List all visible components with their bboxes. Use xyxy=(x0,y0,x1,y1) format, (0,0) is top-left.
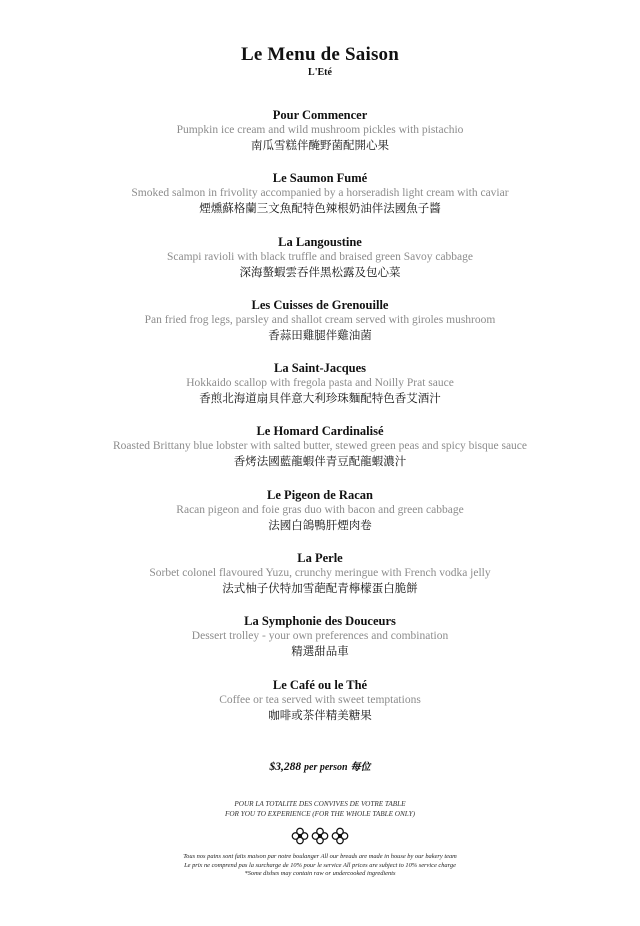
course-description-zh: 精選甜品車 xyxy=(291,644,349,659)
footer-service-charge: Le prix ne comprend pas la surcharge de 10% pour le service All prices are subject to 10% service charge xyxy=(184,861,456,869)
course-description-zh: 香烤法國藍龍蝦伴青豆配龍蝦濃汁 xyxy=(233,454,407,469)
course-item xyxy=(0,108,640,171)
course-description-en: Smoked salmon in frivolity accompanied by a horseradish light cream with caviar xyxy=(131,187,509,200)
course-name: Pour Commencer xyxy=(272,108,368,122)
michelin-stars xyxy=(0,827,640,849)
course-item xyxy=(0,488,640,551)
flower-icon xyxy=(311,827,329,845)
course-name: Le Pigeon de Racan xyxy=(267,487,373,502)
course-item xyxy=(0,424,640,487)
course-name: Le Café ou le Thé xyxy=(272,677,368,692)
course-name: La Perle xyxy=(297,551,343,566)
menu-title: Le Menu de Saison xyxy=(240,44,400,65)
flower-icon xyxy=(331,827,349,845)
course-name: Le Homard Cardinalisé xyxy=(256,424,384,439)
course-description-zh: 法式柚子伏特加雪葩配青檸檬蛋白脆餅 xyxy=(222,581,418,596)
price-per-person: per person xyxy=(304,762,348,773)
price-per-person-zh: 每位 xyxy=(350,762,371,773)
course-name: La Saint-Jacques xyxy=(273,361,367,376)
course-list xyxy=(0,108,640,741)
course-description-en: Hokkaido scallop with fregola pasta and Noilly Prat sauce xyxy=(186,377,454,390)
course-item xyxy=(0,298,640,361)
flower-icon xyxy=(291,827,309,845)
course-name: La Langoustine xyxy=(278,234,362,249)
course-description-en: Pumpkin ice cream and wild mushroom pickles with pistachio xyxy=(176,124,464,136)
course-description-en: Racan pigeon and foie gras duo with bacon and green cabbage xyxy=(176,503,464,516)
footer-bread-note: Tous nos pains sont faits maison par notre boulanger All our breads are made in house by our bakery team xyxy=(183,853,457,860)
course-description-zh: 法國白鴿鴨肝煙肉卷 xyxy=(268,517,372,532)
course-item xyxy=(0,678,640,741)
menu-season: L'Eté xyxy=(308,67,332,78)
course-name: La Symphonie des Douceurs xyxy=(244,614,396,629)
course-description-en: Coffee or tea served with sweet temptations xyxy=(219,693,421,706)
course-description-zh: 煙燻蘇格蘭三文魚配特色辣根奶油伴法國魚子醬 xyxy=(199,201,441,216)
course-item xyxy=(0,361,640,424)
course-description-en: Sorbet colonel flavoured Yuzu, crunchy meringue with French vodka jelly xyxy=(149,567,491,580)
course-description-en: Dessert trolley - your own preferences and combination xyxy=(191,630,449,643)
course-item xyxy=(0,235,640,298)
menu-price xyxy=(0,758,640,773)
menu-footer xyxy=(0,853,640,879)
course-description-zh: 香煎北海道扇貝伴意大利珍珠麵配特色香艾酒汁 xyxy=(199,391,441,406)
course-description-zh: 南瓜雪糕伴醃野菌配開心果 xyxy=(251,138,389,152)
course-item xyxy=(0,551,640,614)
footer-raw-warning: *Some dishes may contain raw or undercooked ingredients xyxy=(244,870,396,878)
course-name: Le Saumon Fumé xyxy=(272,171,368,186)
course-description-en: Roasted Brittany blue lobster with salted butter, stewed green peas and spicy bisque sauce xyxy=(112,440,528,453)
course-description-zh: 香蒜田雞腿伴雞油菌 xyxy=(268,327,372,342)
price-amount: $3,288 xyxy=(269,761,302,773)
course-item xyxy=(0,614,640,677)
table-note-fr: POUR LA TOTALITE DES CONVIVES DE VOTRE TABLE xyxy=(234,800,406,808)
course-name: Les Cuisses de Grenouille xyxy=(251,297,389,312)
table-note-en: FOR YOU TO EXPERIENCE (FOR THE WHOLE TABLE ONLY) xyxy=(224,809,416,818)
course-item xyxy=(0,171,640,234)
course-description-en: Scampi ravioli with black truffle and braised green Savoy cabbage xyxy=(166,250,474,263)
course-description-en: Pan fried frog legs, parsley and shallot cream served with giroles mushroom xyxy=(144,313,496,326)
table-note xyxy=(0,800,640,819)
course-description-zh: 咖啡或茶伴精美糖果 xyxy=(268,707,372,722)
course-description-zh: 深海螯蝦雲吞伴黑松露及包心菜 xyxy=(239,264,401,279)
